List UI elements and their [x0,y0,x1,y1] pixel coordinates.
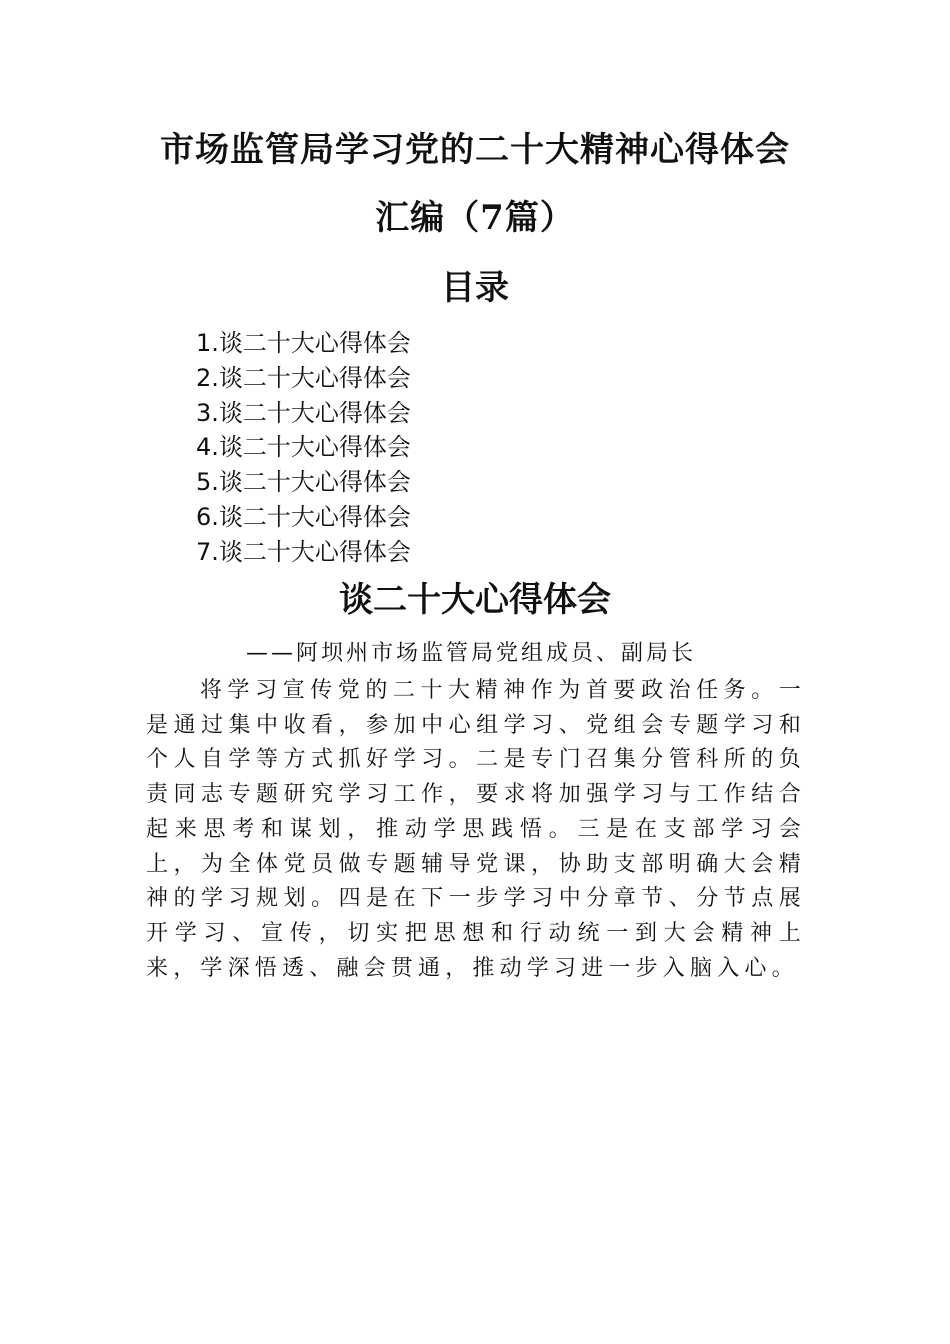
toc-item: 1.谈二十大心得体会 [196,329,411,357]
toc-item: 6.谈二十大心得体会 [196,502,411,531]
toc-item: 3.谈二十大心得体会 [196,398,411,427]
toc-item: 5.谈二十大心得体会 [196,468,411,497]
toc-item: 7.谈二十大心得体会 [196,537,411,566]
body-paragraph: 将学习宣传党的二十大精神作为首要政治任务。一是通过集中收看，参加中心组学习、党组会专题学习和个人自学等方式抓好学习。二是专门召集分管科所的负责同志专题研究学习工作，要求将加强学习与工作结合起来思考和谋划，推动学思践悟。三是在支部学习会上，为全体党员做专题辅导党课，协助支部明确大会精神的学习规划。四是在下一步学习中分章节、分节点展开学习、宣传，切实把思想和行动统一到大会精神上来，学深悟透、融会贯通，推动学习进一步入脑入心。 [146,678,806,981]
document-title-line-1: 市场监管局学习党的二十大精神心得体会 [160,130,790,170]
toc-heading: 目录 [441,268,509,308]
table-of-contents [196,326,411,570]
author-byline: ——阿坝州市场监管局党组成员、副局长 [246,641,697,666]
section-title: 谈二十大心得体会 [339,580,611,620]
document-title-line-2: 汇编（7篇） [375,198,575,238]
toc-item: 4.谈二十大心得体会 [196,433,411,462]
toc-item: 2.谈二十大心得体会 [196,363,411,392]
